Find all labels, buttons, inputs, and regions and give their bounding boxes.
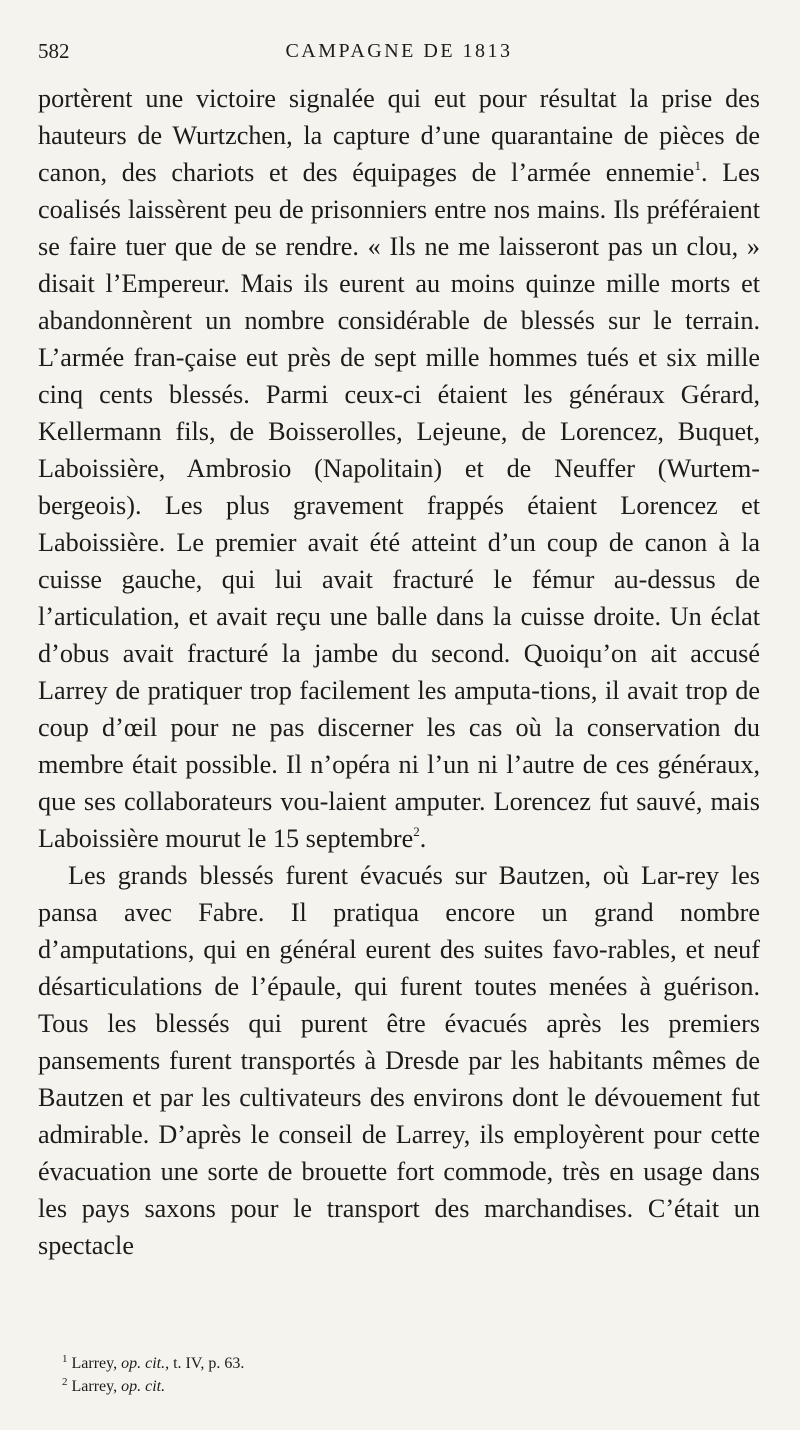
page-header bbox=[38, 30, 760, 72]
paragraph-text: portèrent une victoire signalée qui eut pour résultat la prise des hauteurs de Wurtzchen, la capture d’une quarantaine de pièces de canon, des chariots et des équipages de l’armée ennemie bbox=[38, 84, 760, 187]
footnote-ref: 1 bbox=[694, 158, 701, 173]
paragraph-1 bbox=[38, 80, 760, 857]
footnote-2 bbox=[62, 1375, 244, 1398]
footnote-ref-title: op. cit. bbox=[121, 1378, 166, 1395]
footnote-marker: 1 bbox=[62, 1353, 68, 1365]
page-number: 582 bbox=[38, 39, 70, 63]
footnote-ref-title: op. cit. bbox=[121, 1355, 166, 1372]
footnote-author: Larrey, bbox=[71, 1355, 122, 1372]
footnote-rest: , t. IV, p. 63. bbox=[165, 1355, 245, 1372]
footnote-author: Larrey, bbox=[71, 1378, 122, 1395]
running-head: CAMPAGNE DE 1813 bbox=[285, 40, 513, 62]
paragraph-text: . Les coalisés laissèrent peu de prisonniers entre nos mains. Ils préféraient se faire tuer que de se rendre. « Ils ne me laisseront pas un clou, » disait l’Empereur. Mais ils eurent au moins quinze mille morts et abandonnèrent un nombre considérable de blessés sur le terrain. L’armée fran-çaise eut près de sept mille hommes tués et six mille cinq cents blessés. Parmi ceux-ci étaient les généraux Gérard, Kellermann fils, de Boisserolles, Lejeune, de Lorencez, Buquet, Laboissière, Ambrosio (Napolitain) et de Neuffer (Wurtem-bergeois). Les plus gravement frappés étaient Lorencez et Laboissière. Le premier avait été atteint d’un coup de canon à la cuisse gauche, qui lui avait fracturé le fémur au-dessus de l’articulation, et avait reçu une balle dans la cuisse droite. Un éclat d’obus avait fracturé la jambe du second. Quoiqu’on ait accusé Larrey de pratiquer trop facilement les amputa-tions, il avait trop de coup d’œil pour ne pas discerner les cas où la conservation du membre était possible. Il n’opéra ni l’un ni l’autre de ces généraux, que ses collaborateurs vou-laient amputer. Lorencez fut sauvé, mais Laboissière mourut le 15 septembre bbox=[38, 158, 761, 853]
paragraph-2: Les grands blessés furent évacués sur Bautzen, où Lar-rey les pansa avec Fabre. Il pratiqua encore un grand nombre d’amputations, qui en général eurent des suites favo-rables, et neuf désarticulations de l’épaule, qui furent toutes menées à guérison. Tous les blessés qui purent être évacués après les premiers pansements furent transportés à Dresde par les habitants mêmes de Bautzen et par les cultivateurs des environs dont le dévouement fut admirable. D’après le conseil de Larrey, ils employèrent pour cette évacuation une sorte de brouette fort commode, très en usage dans les pays saxons pour le transport des marchandises. C’était un spectacle bbox=[38, 861, 760, 1260]
body-text bbox=[38, 80, 760, 1264]
footnote-marker: 2 bbox=[62, 1376, 68, 1388]
paragraph-text: . bbox=[419, 824, 427, 853]
footnotes bbox=[62, 1352, 244, 1398]
footnote-1 bbox=[62, 1352, 244, 1375]
footnote-ref: 2 bbox=[413, 824, 420, 839]
